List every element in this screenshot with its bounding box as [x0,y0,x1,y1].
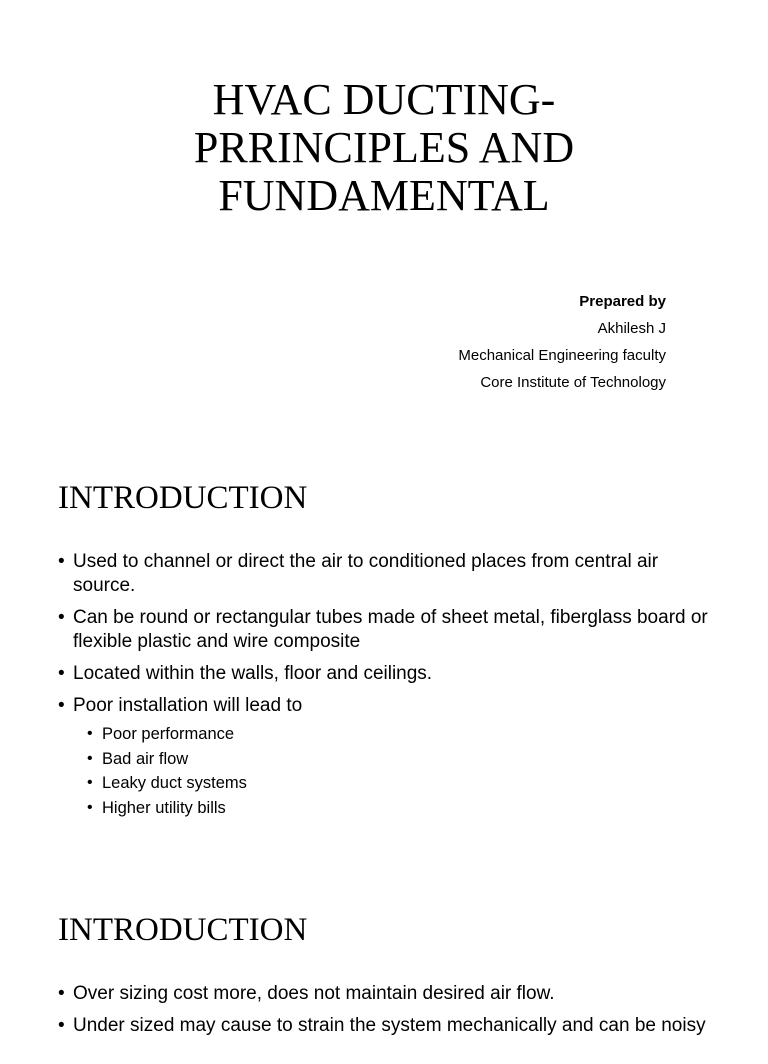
list-item [58,606,708,654]
title-slide [0,0,768,430]
sub-bullet-text: Higher utility bills [102,798,226,817]
bullet-icon: • [58,607,65,628]
list-item [58,662,708,686]
bullet-icon: • [58,983,65,1004]
bullet-icon: • [87,749,93,767]
introduction-slide [0,432,768,862]
bullet-text: Can be round or rectangular tubes made of sheet metal, fiberglass board or flexible plastic and wire composite [73,607,708,652]
bullet-list [58,550,708,828]
bullet-list [58,982,708,1046]
sub-list-item [87,771,708,796]
list-item [58,694,708,820]
sub-list-item [87,722,708,747]
bullet-icon: • [58,695,65,716]
bullet-icon: • [58,663,65,684]
sub-bullet-text: Poor performance [102,725,235,743]
title-line: HVAC DUCTING- [212,75,556,124]
author-name: Akhilesh J [597,320,666,337]
bullet-text: Under sized may cause to strain the system mechanically and can be noisy [73,1015,706,1036]
bullet-text: Located within the walls, floor and ceilings. [73,663,433,684]
bullet-icon: • [58,1015,65,1036]
sub-bullet-list [73,722,708,820]
author-department: Mechanical Engineering faculty [458,347,666,364]
title-line: FUNDAMENTAL [218,171,550,220]
bullet-text: Used to channel or direct the air to conditioned places from central air source. [73,551,659,596]
slide-heading: INTRODUCTION [58,480,308,516]
sub-bullet-text: Bad air flow [102,749,189,768]
bullet-text: Poor installation will lead to [73,695,303,716]
introduction-slide-2 [0,864,768,1064]
list-item [58,982,708,1006]
prepared-by-label: Prepared by [579,293,666,310]
bullet-icon: • [58,551,65,572]
author-institution: Core Institute of Technology [480,374,666,391]
bullet-icon: • [87,774,93,791]
presentation-title [100,76,668,220]
list-item [58,550,708,598]
sub-bullet-text: Leaky duct systems [102,774,247,792]
title-line: PRRINCIPLES AND [193,123,575,172]
bullet-text: Over sizing cost more, does not maintain desired air flow. [73,983,555,1004]
bullet-icon: • [87,725,93,742]
slide-heading: INTRODUCTION [58,912,308,948]
sub-list-item [87,796,708,821]
sub-list-item [87,747,708,772]
list-item [58,1014,708,1038]
bullet-icon: • [87,798,93,816]
author-credits [246,288,666,396]
